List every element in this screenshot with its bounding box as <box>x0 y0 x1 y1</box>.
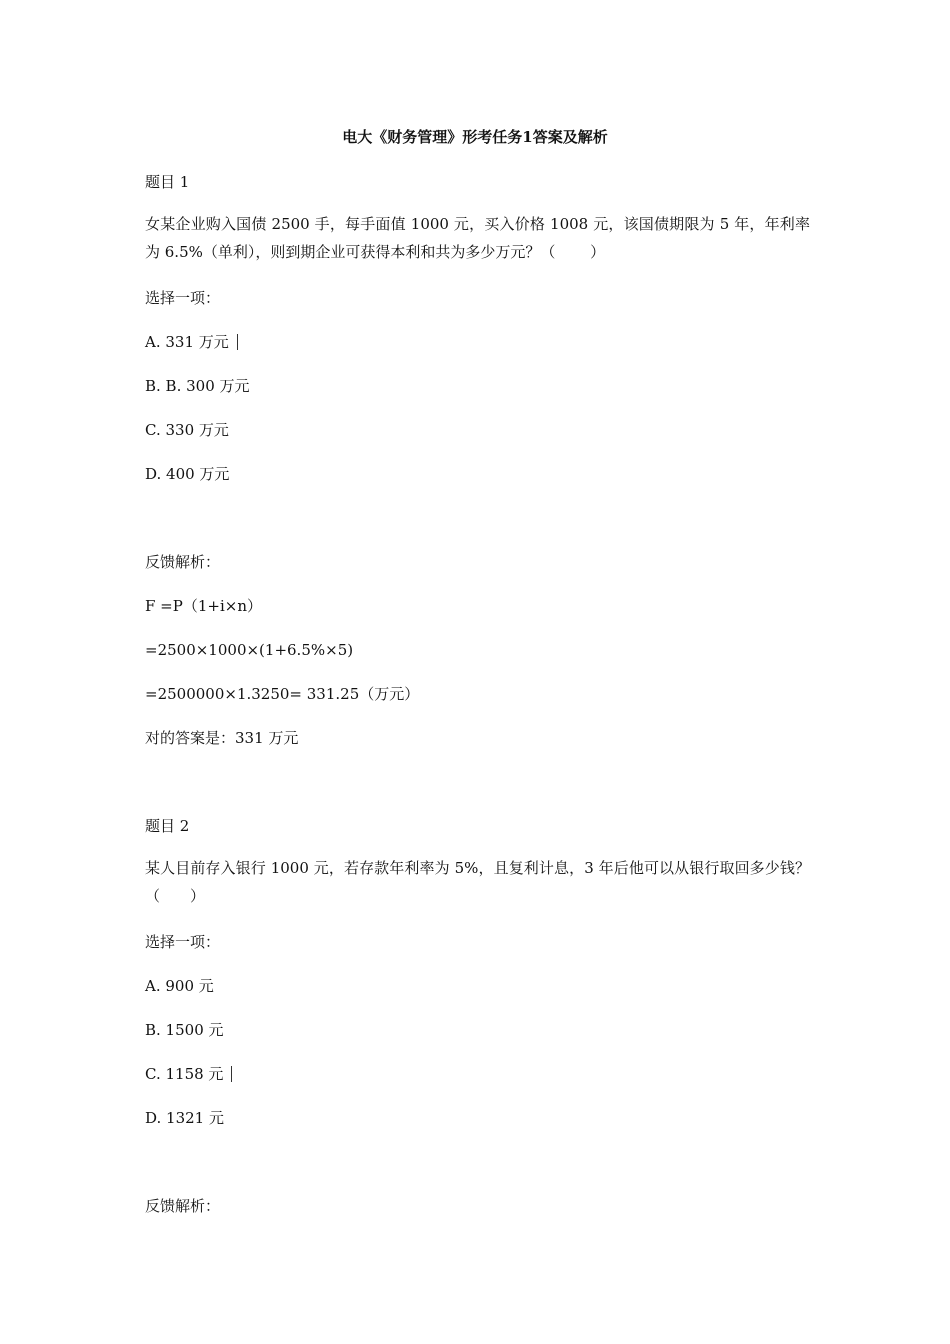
question-2-option-c <box>145 1064 232 1084</box>
question-2-heading: 题目 2 <box>145 817 190 835</box>
question-1-option-c: C. 330 万元 <box>145 421 229 439</box>
question-1-option-a <box>145 332 238 352</box>
question-2-text: 某人目前存入银行 1000 元，若存款年利率为 5%，且复利计息，3 年后他可以从银行取回多少钱？（ ） <box>145 859 810 905</box>
question-1-correct-answer: 对的答案是：331 万元 <box>145 729 299 747</box>
question-1-option-d: D. 400 万元 <box>145 465 230 483</box>
question-1-text: 女某企业购入国债 2500 手，每手面值 1000 元，买入价格 1008 元，该国债期限为 5 年，年利率为 6.5%（单利），则到期企业可获得本利和共为多少万元？（ ） <box>145 215 810 261</box>
question-2-option-a: A. 900 元 <box>145 977 214 995</box>
question-1-feedback-line: =2500×1000×(1+6.5%×5) <box>145 641 354 659</box>
answer-marker <box>237 334 238 350</box>
answer-marker <box>231 1066 232 1082</box>
question-1-feedback-label: 反馈解析： <box>145 553 221 571</box>
document-title: 电大《财务管理》形考任务1答案及解析 <box>342 128 608 146</box>
option-text: A. 331 万元 <box>145 333 229 351</box>
question-2-option-b: B. 1500 元 <box>145 1021 224 1039</box>
question-1-heading: 题目 1 <box>145 173 190 191</box>
question-1-option-b: B. B. 300 万元 <box>145 377 250 395</box>
question-2-feedback-label: 反馈解析： <box>145 1197 221 1215</box>
option-text: C. 1158 元 <box>145 1065 224 1083</box>
question-1-choose-label: 选择一项： <box>145 289 221 307</box>
question-1-feedback-line: =2500000×1.3250= 331.25（万元） <box>145 685 420 703</box>
question-2-choose-label: 选择一项： <box>145 933 221 951</box>
question-1-feedback-line: F =P（1+i×n） <box>145 597 262 615</box>
question-2-option-d: D. 1321 元 <box>145 1109 224 1127</box>
